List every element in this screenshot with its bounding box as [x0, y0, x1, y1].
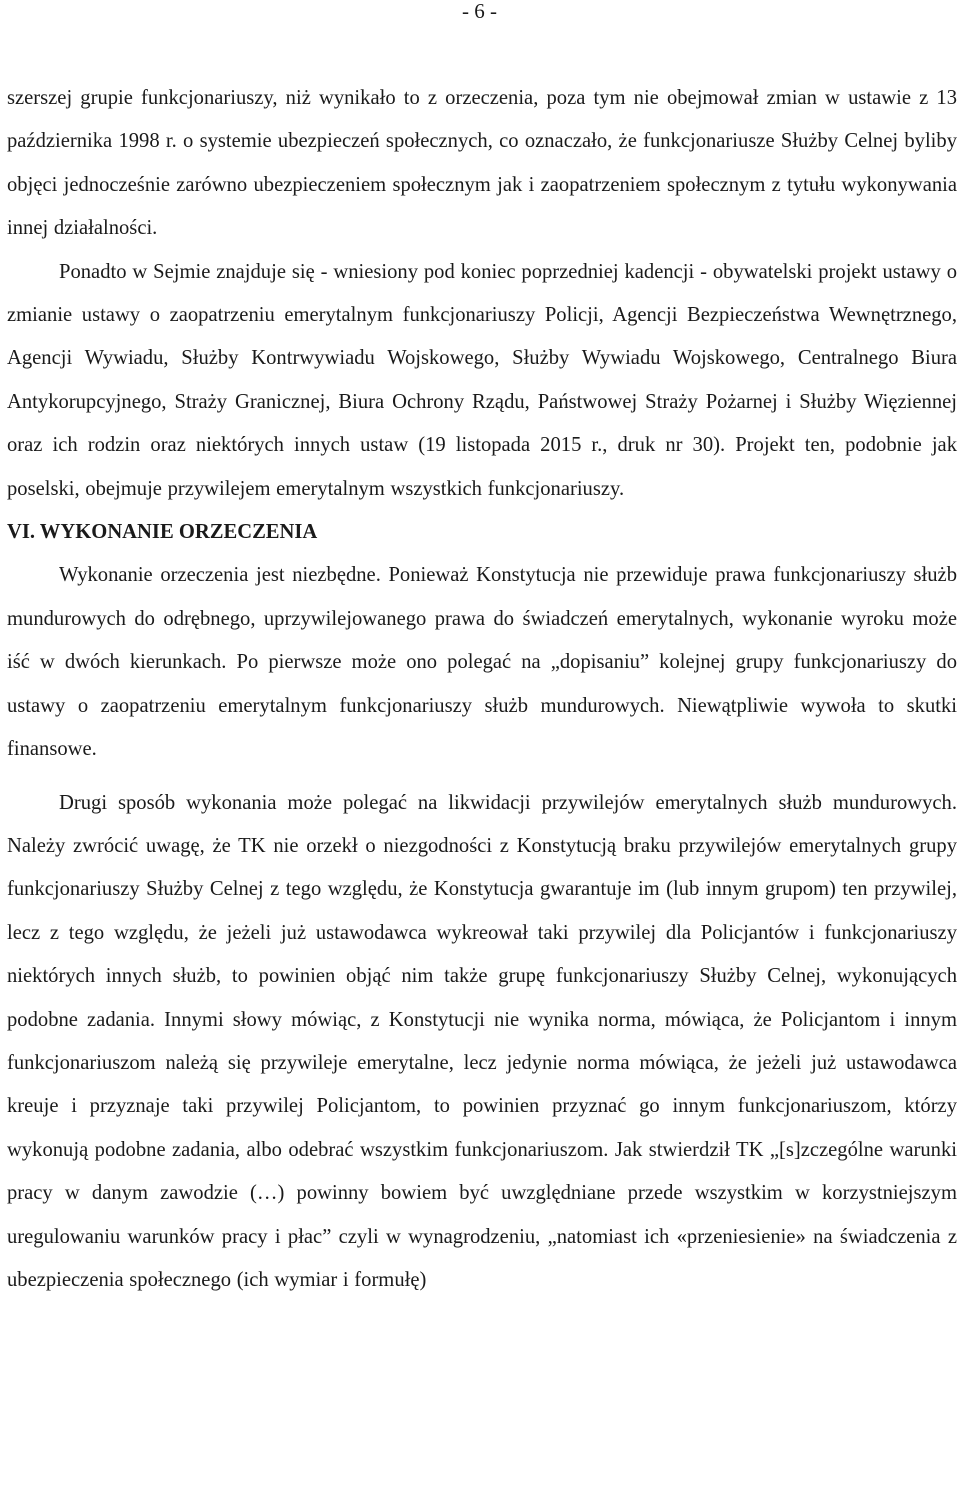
spacer	[7, 772, 957, 782]
page-number: - 6 -	[462, 0, 497, 23]
paragraph-second-way: Drugi sposób wykonania może polegać na likwidacji przywilejów emerytalnych służb mundurowych. Należy zwrócić uwagę, że TK nie orzekł o niezgodności z Konstytucją braku przywilejów emerytalnych grupy funkcjonariuszy Służby Celnej z tego względu, że Konstytucja gwarantuje im (lub innym grupom) ten przywilej, lecz z tego względu, że jeżeli już ustawodawca wykreował taki przywilej dla Policjantów i funkcjonariuszy niektórych innych służb, to powinien objąć nim także grupę funkcjonariuszy Służby Celnej, wykonujących podobne zadania. Innymi słowy mówiąc, z Konstytucji nie wynika norma, mówiąca, że Policjantom i innym funkcjonariuszom należą się przywileje emerytalne, lecz jedynie norma mówiąca, że jeżeli już ustawodawca kreuje i przyznaje taki przywilej Policjantom, to powinien przyznać go innym funkcjonariuszom, którzy wykonują podobne zadania, albo odebrać wszystkim funkcjonariuszom. Jak stwierdził TK „[s]zczególne warunki pracy w danym zawodzie (…) powinny bowiem być uwzględniane przede wszystkim w korzystniejszym uregulowaniu warunków pracy i płac” czyli w wynagrodzeniu, „natomiast ich «przeniesienie» na świadczenia z ubezpieczenia społecznego (ich wymiar i formułę)	[7, 791, 957, 1291]
paragraph-sejm-project: Ponadto w Sejmie znajduje się - wniesiony pod koniec poprzedniej kadencji - obywatelski projekt ustawy o zmianie ustawy o zaopatrzeniu emerytalnym funkcjonariuszy Policji, Agencji Bezpieczeństwa Wewnętrznego, Agencji Wywiadu, Służby Kontrwywiadu Wojskowego, Służby Wywiadu Wojskowego, Centralnego Biura Antykorupcyjnego, Straży Granicznej, Biura Ochrony Rządu, Państwowej Straży Pożarnej i Służby Więziennej oraz ich rodzin oraz niektórych innych ustaw (19 listopada 2015 r., druk nr 30). Projekt ten, podobnie jak poselski, obejmuje przywilejem emerytalnym wszystkich funkcjonariuszy.	[7, 260, 957, 500]
section-heading: VI. WYKONANIE ORZECZENIA	[7, 521, 318, 544]
paragraph-execution: Wykonanie orzeczenia jest niezbędne. Ponieważ Konstytucja nie przewiduje prawa funkcjonariuszy służb mundurowych do odrębnego, uprzywilejowanego prawa do świadczeń emerytalnych, wykonanie wyroku może iść w dwóch kierunkach. Po pierwsze może ono polegać na „dopisaniu” kolejnej grupy funkcjonariuszy do ustawy o zaopatrzeniu emerytalnym funkcjonariuszy służb mundurowych. Niewątpliwie wywoła to skutki finansowe.	[7, 564, 957, 761]
paragraph-continuation: szerszej grupie funkcjonariuszy, niż wynikało to z orzeczenia, poza tym nie obejmował zmian w ustawie z 13 października 1998 r. o systemie ubezpieczeń społecznych, co oznaczało, że funkcjonariusze Służby Celnej byliby objęci jednocześnie zarówno ubezpieczeniem społecznym jak i zaopatrzeniem społecznym z tytułu wykonywania innej działalności.	[7, 87, 957, 240]
document-body	[7, 77, 957, 1302]
